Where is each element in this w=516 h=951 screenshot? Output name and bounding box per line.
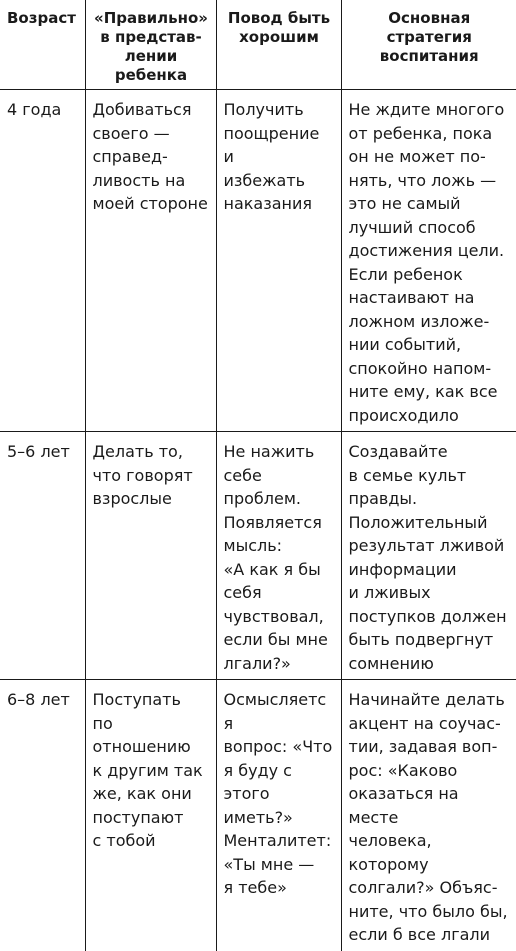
header-age: Возраст: [0, 0, 85, 90]
cell-strategy: Создавайте в семье культ правды. Положительный результат лживой информации и лживых поступков должен быть подвергнут сомнению: [341, 432, 516, 680]
cell-right: Поступать по отношению к другим так же, как они поступают с тобой: [85, 680, 216, 951]
table-row: [0, 680, 516, 951]
cell-strategy: Начинайте делать акцент на соучас- тии, задавая воп- рос: «Каково оказаться на месте человека, которому солгали?» Объяс- ните, что было бы, если б все лгали: [341, 680, 516, 951]
cell-right: Делать то, что говорят взрослые: [85, 432, 216, 680]
cell-age: 4 года: [0, 90, 85, 432]
header-reason-to-be-good: Повод быть хорошим: [216, 0, 341, 90]
cell-right: Добиваться своего — справед- ливость на моей стороне: [85, 90, 216, 432]
cell-reason: Осмысляется вопрос: «Что я буду с этого иметь?» Менталитет: «Ты мне — я тебе»: [216, 680, 341, 951]
header-main-strategy: Основная стратегия воспитания: [341, 0, 516, 90]
cell-strategy: Не ждите многого от ребенка, пока он не может по- нять, что ложь — это не самый лучший способ достижения цели. Если ребенок настаивают на ложном изложе- нии событий, спокойно напом- ните ему, как все происходило: [341, 90, 516, 432]
table-row: [0, 90, 516, 432]
cell-age: 5–6 лет: [0, 432, 85, 680]
cell-reason: Получить поощрение и избежать наказания: [216, 90, 341, 432]
cell-reason: Не нажить себе проблем. Появляется мысль: «А как я бы себя чувствовал, если бы мне лгали?»: [216, 432, 341, 680]
table-header-row: [0, 0, 516, 90]
cell-age: 6–8 лет: [0, 680, 85, 951]
header-right-in-child-view: «Правильно» в представ- лении ребенка: [85, 0, 216, 90]
table-row: [0, 432, 516, 680]
